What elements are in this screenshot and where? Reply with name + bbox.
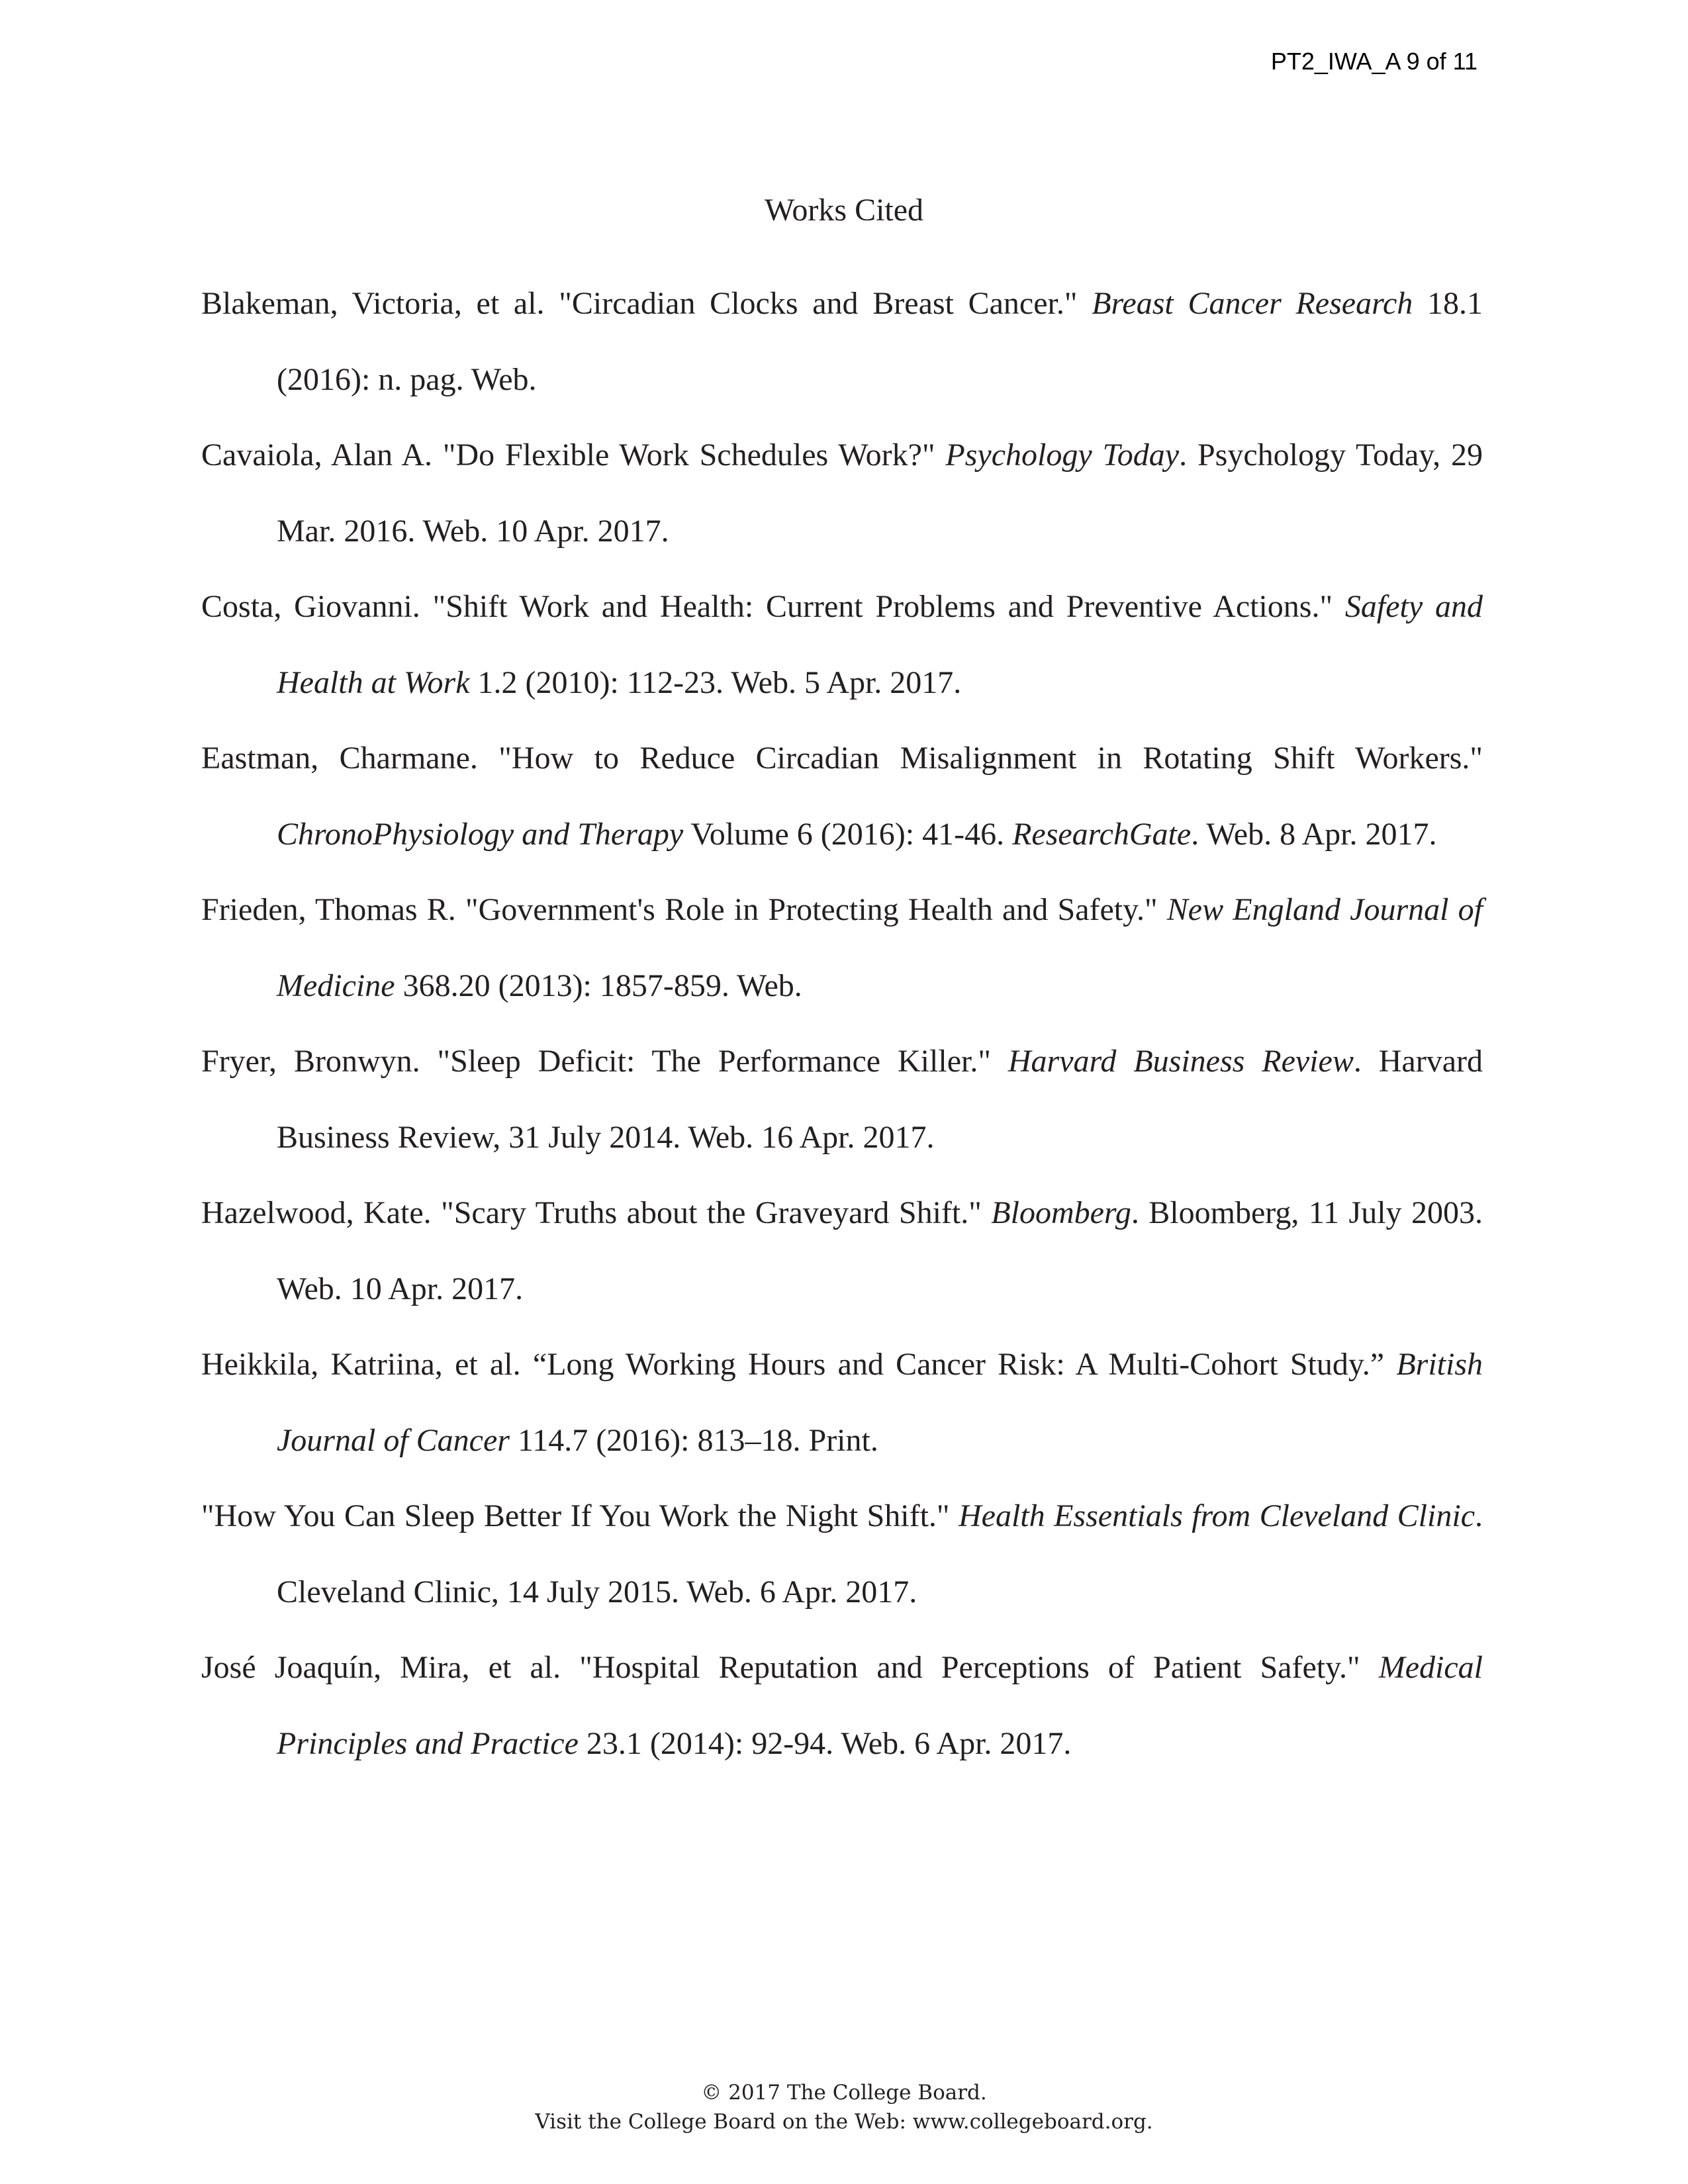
citation-details: . Bloomberg, 11 July 2003. Web. 10 Apr. 2017. — [277, 1195, 1483, 1306]
citation-source: British Journal of Cancer — [277, 1347, 1483, 1458]
citation-details: 23.1 (2014): 92-94. Web. 6 Apr. 2017. — [578, 1725, 1072, 1761]
citation-details: 114.7 (2016): 813–18. Print. — [509, 1422, 878, 1458]
citation-details: 1.2 (2010): 112-23. Web. 5 Apr. 2017. — [469, 664, 962, 700]
citation-entry — [201, 569, 1483, 721]
citation-text: Frieden, Thomas R. "Government's Role in Protecting Health and Safety." — [201, 892, 1167, 927]
citation-entry — [201, 1024, 1483, 1175]
citation-database: ResearchGate — [1012, 816, 1192, 852]
page-footer — [0, 2078, 1688, 2136]
citation-text: Blakeman, Victoria, et al. "Circadian Clocks and Breast Cancer." — [201, 286, 1092, 321]
citation-text: "How You Can Sleep Better If You Work the Night Shift." — [201, 1498, 959, 1533]
copyright-notice: © 2017 The College Board. — [701, 2081, 987, 2105]
citation-entry — [201, 266, 1483, 418]
citation-source: Psychology Today — [945, 437, 1180, 473]
citation-details: . Psychology Today, 29 Mar. 2016. Web. 10 Apr. 2017. — [277, 437, 1483, 549]
citation-text: José Joaquín, Mira, et al. "Hospital Reputation and Perceptions of Patient Safety." — [201, 1650, 1379, 1685]
citation-details: 18.1 (2016): n. pag. Web. — [277, 286, 1483, 397]
citation-text: Eastman, Charmane. "How to Reduce Circadian Misalignment in Rotating Shift Workers." — [201, 741, 1483, 776]
citation-entry — [201, 721, 1483, 872]
citation-source: Bloomberg — [991, 1195, 1131, 1230]
citation-details: 368.20 (2013): 1857-859. Web. — [395, 968, 802, 1003]
citation-entry — [201, 418, 1483, 569]
citation-source: Breast Cancer Research — [1092, 286, 1413, 321]
citation-entry — [201, 1630, 1483, 1782]
citation-source: New England Journal of Medicine — [277, 892, 1483, 1003]
citation-text: Cavaiola, Alan A. "Do Flexible Work Schedules Work?" — [201, 437, 946, 473]
citation-source: Harvard Business Review — [1008, 1044, 1354, 1079]
citation-text: Costa, Giovanni. "Shift Work and Health: Current Problems and Preventive Actions." — [201, 589, 1345, 624]
page-label: PT2_IWA_A 9 of 11 — [1270, 48, 1477, 75]
citation-text: Hazelwood, Kate. "Scary Truths about the Graveyard Shift." — [201, 1195, 992, 1230]
works-cited-list — [201, 266, 1483, 1782]
website-notice: Visit the College Board on the Web: www.collegeboard.org. — [535, 2110, 1153, 2134]
page-title: Works Cited — [764, 193, 924, 228]
citation-text: Fryer, Bronwyn. "Sleep Deficit: The Performance Killer." — [201, 1044, 1008, 1079]
citation-source: Health Essentials from Cleveland Clinic — [958, 1498, 1475, 1533]
citation-entry — [201, 1327, 1483, 1479]
citation-text: Heikkila, Katriina, et al. “Long Working Hours and Cancer Risk: A Multi-Cohort Study.” — [201, 1347, 1397, 1382]
citation-source: Safety and Health at Work — [277, 589, 1483, 700]
citation-details: . Cleveland Clinic, 14 July 2015. Web. 6 Apr. 2017. — [277, 1498, 1483, 1610]
citation-entry — [201, 1175, 1483, 1327]
citation-entry — [201, 1479, 1483, 1630]
citation-details: . Harvard Business Review, 31 July 2014. Web. 16 Apr. 2017. — [277, 1044, 1483, 1155]
citation-access: . Web. 8 Apr. 2017. — [1191, 816, 1437, 852]
citation-source: Medical Principles and Practice — [277, 1650, 1483, 1761]
citation-details: Volume 6 (2016): 41-46. — [683, 816, 1013, 852]
citation-source: ChronoPhysiology and Therapy — [277, 816, 684, 852]
citation-entry — [201, 872, 1483, 1024]
